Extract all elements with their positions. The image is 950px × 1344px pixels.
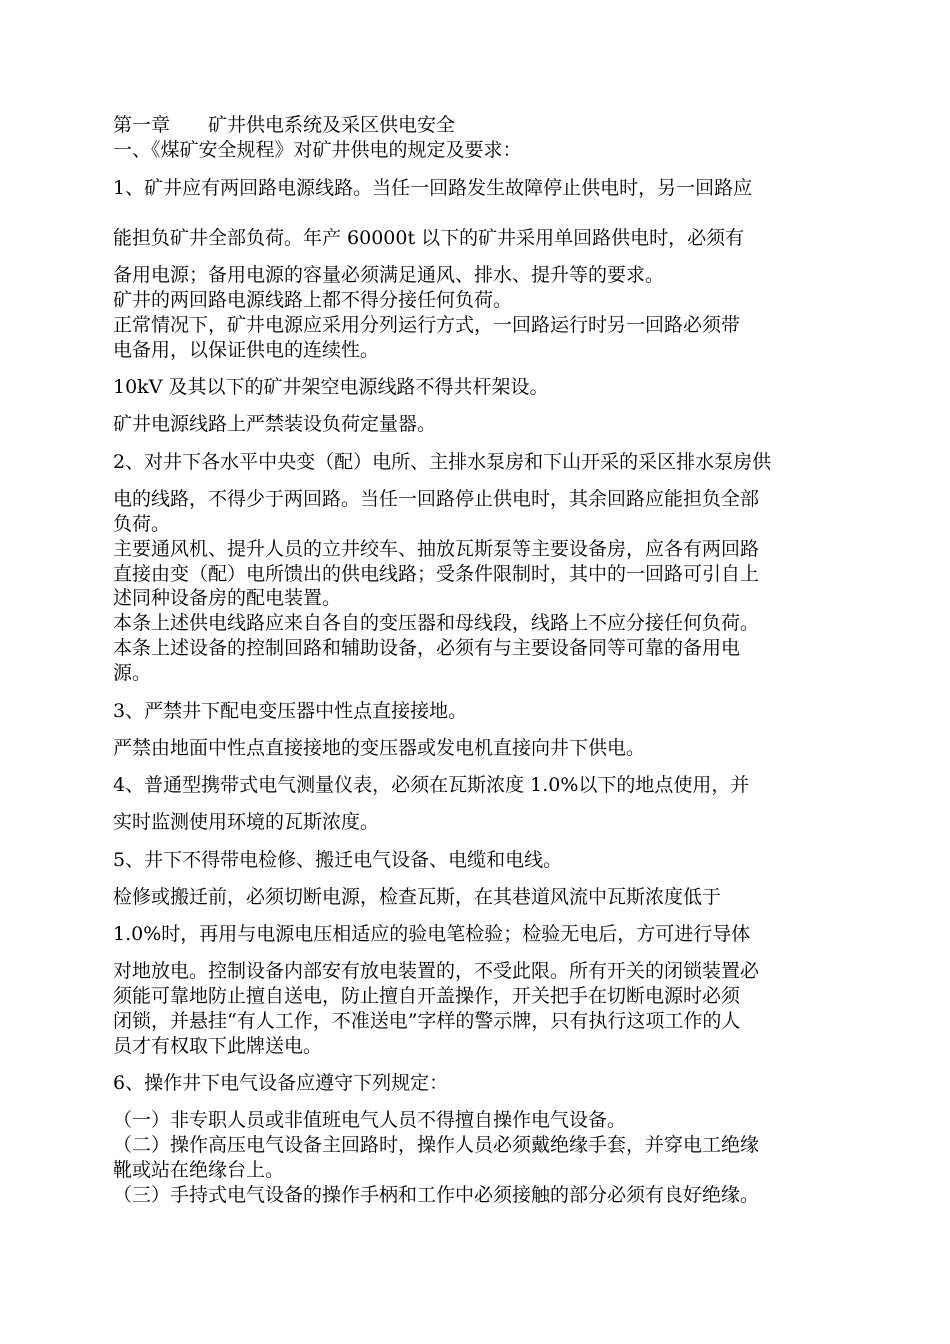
text-line: 矿井的两回路电源线路上都不得分接任何负荷。 [113, 289, 513, 311]
text-line: 直接由变（配）电所馈出的供电线路；受条件限制时，其中的一回路可引自上 [113, 563, 760, 585]
text-line: 本条上述设备的控制回路和辅助设备，必须有与主要设备同等可靠的备用电 [113, 637, 741, 659]
text-line: 电备用，以保证供电的连续性。 [113, 339, 380, 361]
text-line: 电的线路，不得少于两回路。当任一回路停止供电时，其余回路应能担负全部 [113, 488, 760, 510]
text-line: 能担负矿井全部负荷。年产 60000t 以下的矿井采用单回路供电时，必须有 [113, 227, 745, 249]
text-line: 本条上述供电线路应来自各自的变压器和母线段，线路上不应分接任何负荷。 [113, 612, 760, 634]
text-line: 主要通风机、提升人员的立井绞车、抽放瓦斯泵等主要设备房，应各有两回路 [113, 538, 760, 560]
text-line: 员才有权取下此牌送电。 [113, 1035, 323, 1057]
text-line: 3、严禁井下配电变压器中性点直接接地。 [113, 700, 468, 722]
section-title: 一、《煤矿安全规程》对矿井供电的规定及要求： [113, 139, 522, 161]
text-line: 源。 [113, 662, 152, 684]
text-line: 实时监测使用环境的瓦斯浓度。 [113, 811, 380, 833]
text-line: 1.0%时，再用与电源电压相适应的验电笔检验；检验无电后，方可进行导体 [113, 923, 751, 945]
text-line: 靴或站在绝缘台上。 [113, 1159, 285, 1181]
text-line: 严禁由地面中性点直接接地的变压器或发电机直接向井下供电。 [113, 737, 646, 759]
text-line: 1、矿井应有两回路电源线路。当任一回路发生故障停止供电时，另一回路应 [113, 177, 753, 199]
text-line: 矿井电源线路上严禁装设负荷定量器。 [113, 413, 437, 435]
text-line: 6、操作井下电气设备应遵守下列规定： [113, 1072, 449, 1094]
text-line: 2、对井下各水平中央变（配）电所、主排水泵房和下山开采的采区排水泵房供 [113, 451, 772, 473]
text-line: 4、普通型携带式电气测量仪表，必须在瓦斯浓度 1.0%以下的地点使用，并 [113, 774, 750, 796]
text-line: （二）操作高压电气设备主回路时，操作人员必须戴绝缘手套，并穿电工绝缘 [113, 1134, 760, 1156]
text-line: 述同种设备房的配电装置。 [113, 587, 342, 609]
chapter-title: 第一章 矿井供电系统及采区供电安全 [113, 114, 456, 136]
text-line: 对地放电。控制设备内部安有放电装置的，不受此限。所有开关的闭锁装置必 [113, 960, 760, 982]
text-line: 闭锁，并悬挂“有人工作，不准送电”字样的警示牌，只有执行这项工作的人 [113, 1010, 741, 1032]
text-line: 10kV 及其以下的矿井架空电源线路不得共杆架设。 [113, 376, 549, 398]
text-line: 正常情况下，矿井电源应采用分列运行方式，一回路运行时另一回路必须带 [113, 314, 741, 336]
text-line: 负荷。 [113, 513, 171, 535]
text-line: 5、井下不得带电检修、搬迁电气设备、电缆和电线。 [113, 849, 563, 871]
text-line: 检修或搬迁前，必须切断电源，检查瓦斯，在其巷道风流中瓦斯浓度低于 [113, 886, 722, 908]
text-line: 须能可靠地防止擅自送电，防止擅自开盖操作，开关把手在切断电源时必须 [113, 985, 741, 1007]
text-line: 备用电源；备用电源的容量必须满足通风、排水、提升等的要求。 [113, 264, 665, 286]
text-line: （三）手持式电气设备的操作手柄和工作中必须接触的部分必须有良好绝缘。 [113, 1184, 760, 1206]
text-line: （一）非专职人员或非值班电气人员不得擅自操作电气设备。 [113, 1109, 627, 1131]
